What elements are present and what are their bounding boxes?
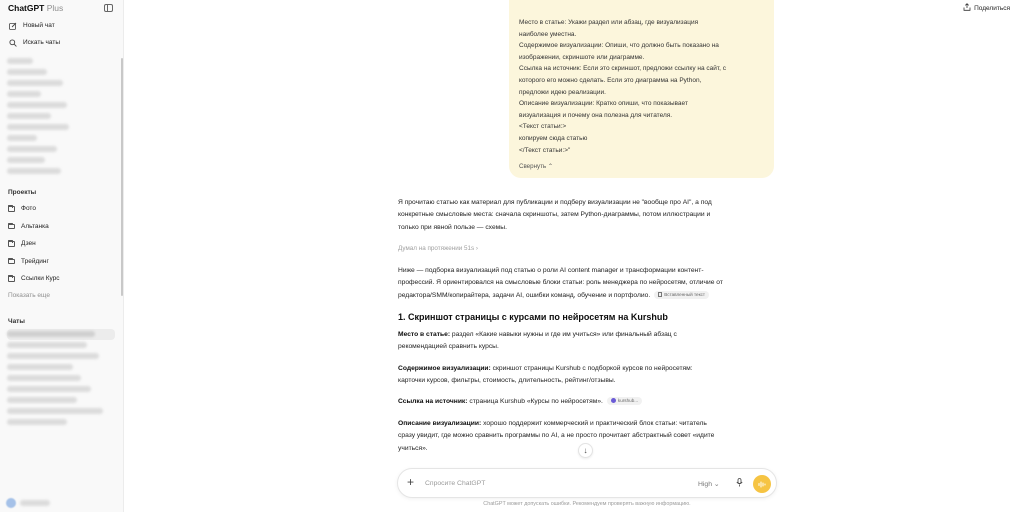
projects-list bbox=[0, 200, 123, 288]
place-paragraph bbox=[398, 329, 778, 354]
project-label: Дзен bbox=[21, 240, 36, 248]
user-profile[interactable] bbox=[6, 498, 50, 508]
chevron-down-icon: ⌄ bbox=[713, 481, 720, 488]
para-line: учиться». bbox=[398, 444, 428, 452]
para-line: сразу увидит, где можно сравнить программы по AI, а не просто прочитает абстрактный совет «идите bbox=[398, 432, 715, 440]
blurred-item[interactable] bbox=[7, 154, 115, 165]
search-chats-label: Искать чаты bbox=[23, 39, 61, 46]
intro-line: только при явной пользе — схемы. bbox=[398, 223, 507, 231]
blurred-chat-item[interactable] bbox=[7, 340, 115, 351]
folder-icon bbox=[8, 276, 15, 282]
site-favicon-icon bbox=[611, 398, 616, 403]
scroll-down-button[interactable] bbox=[578, 443, 593, 458]
blurred-chat-item[interactable] bbox=[7, 417, 115, 428]
blurred-chat-item[interactable] bbox=[7, 329, 115, 340]
message-line: Место в статье: Укажи раздел или абзац, где визуализация bbox=[519, 19, 699, 26]
project-item[interactable] bbox=[0, 200, 123, 218]
blurred-item[interactable] bbox=[7, 55, 115, 66]
para-line bbox=[398, 418, 778, 430]
thought-label: Думал на протяжении 51s bbox=[398, 245, 475, 252]
project-label: Ссылки Курс bbox=[21, 275, 60, 283]
blurred-chat-item[interactable] bbox=[7, 362, 115, 373]
place-label: Место в статье: bbox=[398, 331, 451, 338]
chevron-up-icon: ⌃ bbox=[547, 163, 554, 171]
section-heading: 1. Скриншот страницы с курсами по нейросетям на Kurshub bbox=[398, 312, 668, 322]
message-line: которого его можно сделать. Если это диаграмма на Python, bbox=[519, 76, 702, 84]
message-line: изображении, скриншоте или диаграмме. bbox=[519, 53, 645, 61]
message-line: предложи идею реализации. bbox=[519, 88, 606, 96]
desc-label: Описание визуализации: bbox=[398, 420, 482, 427]
sidebar-scrollbar[interactable] bbox=[121, 58, 123, 296]
folder-icon bbox=[8, 241, 15, 247]
user-message-text bbox=[519, 17, 764, 156]
model-label: High bbox=[698, 481, 712, 488]
blurred-item[interactable] bbox=[7, 143, 115, 154]
arrow-down-icon: ↓ bbox=[583, 446, 588, 455]
brand-plan: Plus bbox=[46, 3, 64, 13]
message-line: <Текст статьи:> bbox=[519, 123, 567, 131]
blurred-item[interactable] bbox=[7, 121, 115, 132]
blurred-item[interactable] bbox=[7, 88, 115, 99]
document-icon bbox=[658, 292, 662, 297]
message-line: копируем сюда статью bbox=[519, 134, 588, 142]
overview-line: Ниже — подборка визуализаций под статью о роли AI content manager и трансформации контент- bbox=[398, 267, 704, 274]
waveform-icon bbox=[758, 481, 766, 488]
para-line: карточки курсов, фильтры, стоимость, длительность, рейтинг/отзывы. bbox=[398, 377, 616, 385]
new-chat-button[interactable] bbox=[0, 17, 123, 34]
blurred-item[interactable] bbox=[7, 99, 115, 110]
desc-text: хорошо поддержит коммерческий и практический блок статьи: читатель bbox=[481, 420, 707, 427]
blurred-username bbox=[20, 500, 50, 506]
source-text: страница Kurshub «Курсы по нейросетям». bbox=[467, 398, 603, 405]
message-line: </Текст статьи:>" bbox=[519, 146, 571, 154]
message-line: Описание визуализации: Кратко опиши, что показывает bbox=[519, 100, 688, 108]
message-line: Содержимое визуализации: Опиши, что должно быть показано на bbox=[519, 42, 719, 50]
blurred-item[interactable] bbox=[7, 77, 115, 88]
source-chip-label: kurshub... bbox=[617, 398, 639, 404]
message-line: наиболее уместна. bbox=[519, 30, 577, 38]
sidebar-toggle-icon[interactable] bbox=[104, 4, 113, 12]
show-more-link[interactable]: Показать еще bbox=[8, 292, 50, 299]
search-chats-button[interactable] bbox=[0, 34, 123, 51]
projects-heading: Проекты bbox=[8, 189, 37, 196]
project-label: Фото bbox=[21, 205, 36, 213]
source-link-chip[interactable] bbox=[607, 397, 642, 405]
new-chat-label: Новый чат bbox=[23, 22, 55, 29]
content-text: скриншот страницы Kurshub с подборкой курсов по нейросетям: bbox=[490, 365, 693, 372]
overview-line: профессий. Я ориентировался на смысловые блоки статьи: роль менеджера по нейросетям, отличие от bbox=[398, 279, 723, 287]
edit-icon bbox=[8, 22, 18, 30]
chip-label: Вставленный текст bbox=[664, 291, 706, 297]
blurred-chat-item[interactable] bbox=[7, 373, 115, 384]
blurred-item[interactable] bbox=[7, 66, 115, 77]
assistant-intro bbox=[398, 197, 778, 234]
voice-mode-button[interactable] bbox=[753, 475, 771, 493]
message-line: визуализация и почему она полезна для читателя. bbox=[519, 111, 673, 119]
search-icon bbox=[8, 39, 18, 47]
para-line: рекомендацией сравнить курсы. bbox=[398, 343, 499, 351]
place-text: раздел «Какие навыки нужны и где им учиться» или финальный абзац с bbox=[450, 331, 677, 338]
overview-line-text: редактора/SMM/копирайтера, задачи AI, ошибки команд, обучение и портфолио. bbox=[398, 291, 651, 299]
inserted-text-chip[interactable] bbox=[654, 291, 709, 299]
para-line bbox=[398, 396, 778, 408]
project-item[interactable] bbox=[0, 253, 123, 271]
blurred-gpts-list bbox=[0, 55, 123, 176]
composer bbox=[397, 468, 777, 498]
overview-line bbox=[398, 290, 778, 302]
share-button[interactable] bbox=[963, 3, 1010, 13]
blurred-chat-item[interactable] bbox=[7, 395, 115, 406]
blurred-item[interactable] bbox=[7, 165, 115, 176]
source-paragraph bbox=[398, 396, 778, 408]
project-label: Альтанка bbox=[21, 222, 49, 230]
model-selector[interactable] bbox=[698, 480, 720, 488]
blurred-chats-list bbox=[0, 329, 123, 428]
blurred-chat-item[interactable] bbox=[7, 384, 115, 395]
collapse-button[interactable] bbox=[519, 163, 764, 170]
source-label: Ссылка на источник: bbox=[398, 398, 468, 405]
blurred-item[interactable] bbox=[7, 132, 115, 143]
message-line: Ссылка на источник: Если это скриншот, предложи ссылку на сайт, с bbox=[519, 65, 727, 73]
project-item[interactable] bbox=[0, 235, 123, 253]
blurred-chat-item[interactable] bbox=[7, 351, 115, 362]
sidebar-header bbox=[0, 0, 123, 17]
project-item[interactable] bbox=[0, 218, 123, 236]
project-item[interactable] bbox=[0, 270, 123, 288]
intro-line: конкретные смысловые места: сначала скриншоты, затем Python-диаграммы, потом иллюстрации и bbox=[398, 211, 711, 219]
intro-line: Я прочитаю статью как материал для публикации и подберу визуализации не "вообще про AI", а под bbox=[398, 199, 712, 206]
sidebar bbox=[0, 0, 124, 512]
thought-duration-toggle[interactable] bbox=[398, 245, 478, 252]
folder-icon bbox=[8, 224, 15, 230]
app-brand[interactable] bbox=[8, 3, 63, 13]
brand-name: ChatGPT bbox=[8, 3, 45, 13]
collapse-label: Свернуть bbox=[519, 163, 547, 171]
project-label: Трейдинг bbox=[21, 257, 49, 265]
disclaimer: ChatGPT может допускать ошибки. Рекомендуем проверять важную информацию. bbox=[483, 501, 691, 507]
chevron-right-icon: › bbox=[475, 245, 479, 252]
para-line bbox=[398, 329, 778, 341]
folder-icon bbox=[8, 259, 15, 265]
content-label: Содержимое визуализации: bbox=[398, 365, 491, 372]
share-label: Поделиться bbox=[974, 4, 1010, 12]
user-message-bubble bbox=[509, 0, 774, 178]
content-paragraph bbox=[398, 363, 778, 388]
blurred-item[interactable] bbox=[7, 110, 115, 121]
avatar bbox=[6, 498, 16, 508]
message-input[interactable]: Спросите ChatGPT bbox=[425, 480, 486, 487]
para-line bbox=[398, 363, 778, 375]
chats-heading: Чаты bbox=[8, 317, 25, 325]
blurred-chat-item[interactable] bbox=[7, 406, 115, 417]
folder-icon bbox=[8, 206, 15, 212]
microphone-icon[interactable] bbox=[736, 478, 743, 489]
assistant-overview bbox=[398, 265, 778, 302]
share-icon bbox=[963, 3, 971, 13]
plus-icon[interactable]: + bbox=[407, 475, 415, 489]
